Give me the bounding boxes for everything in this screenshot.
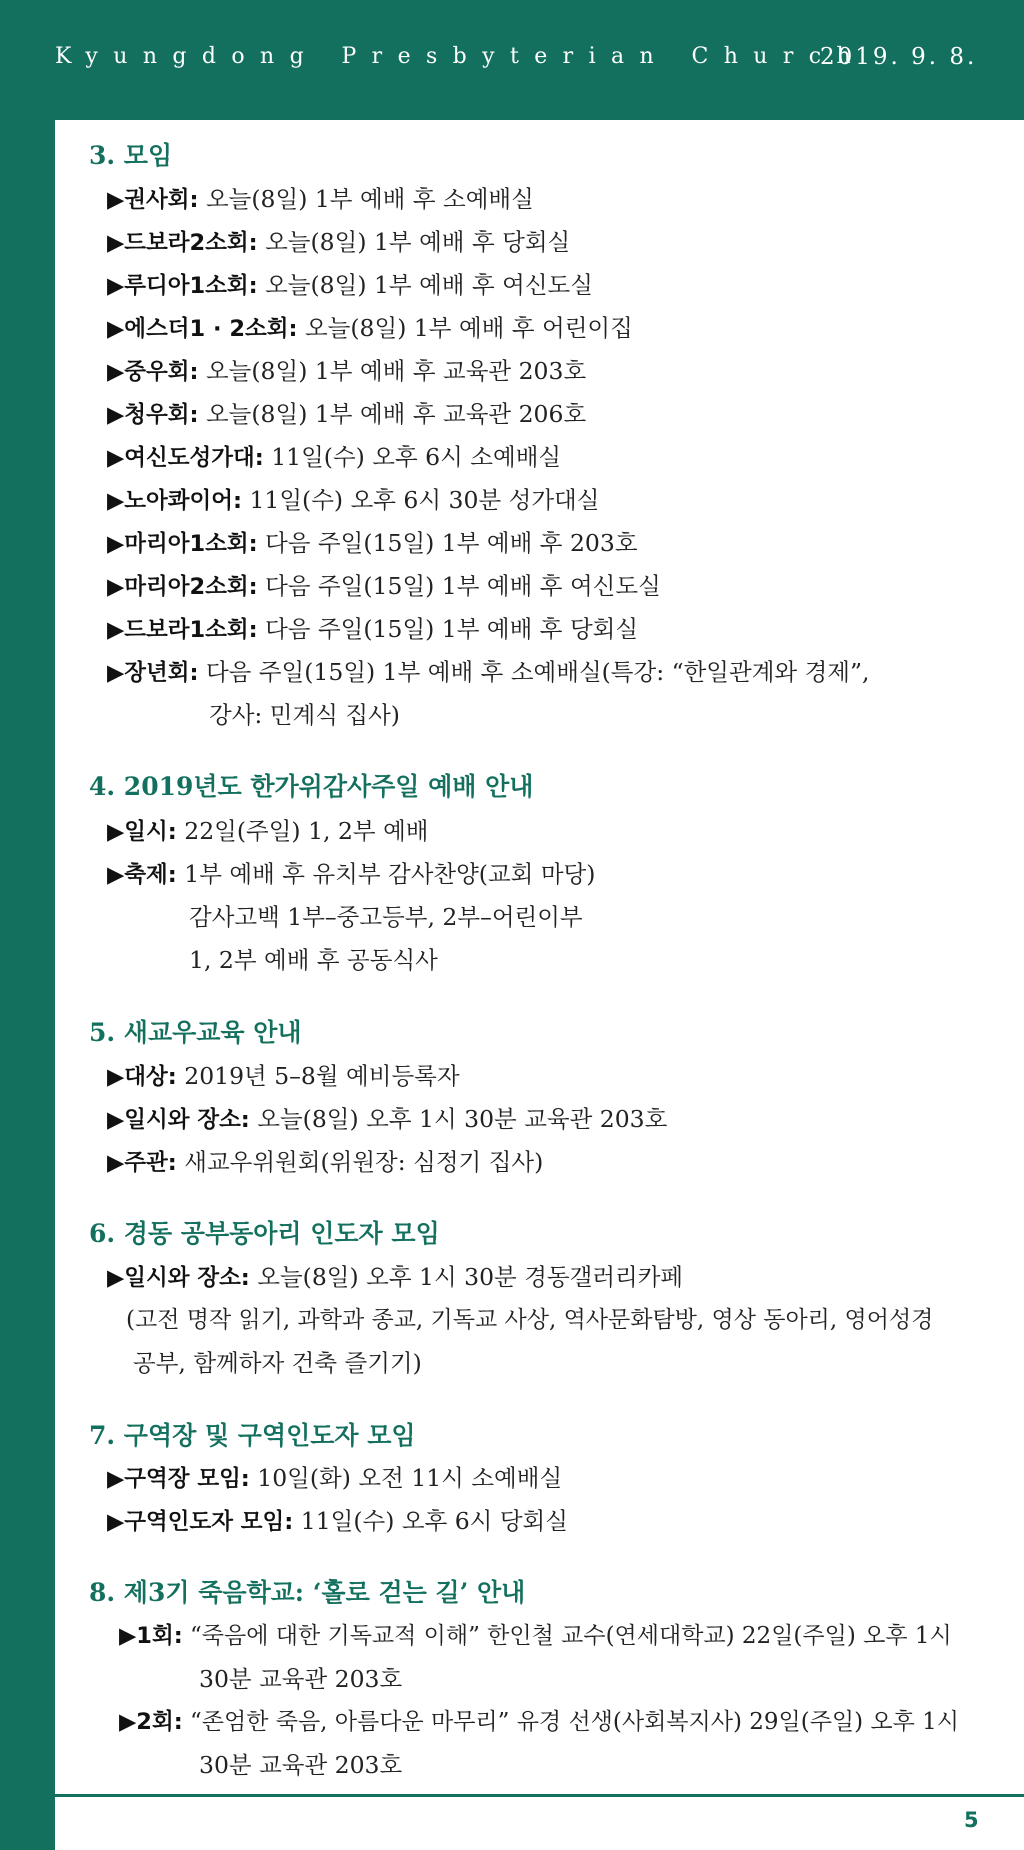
bulletin-content — [55, 120, 1024, 1794]
item-text: “죽음에 대한 기독교적 이해” 한인철 교수(연세대학교) 22일(주일) 오후 1시 — [182, 1623, 952, 1649]
list-item — [107, 439, 561, 476]
page-number: 5 — [964, 1808, 979, 1832]
list-item — [107, 525, 638, 562]
list-item — [107, 353, 586, 390]
list-item — [107, 568, 661, 605]
item-label: ▶마리아1소회: — [107, 531, 258, 557]
item-label: ▶드보라1소회: — [107, 617, 258, 643]
list-item — [107, 813, 428, 850]
item-text: 11일(수) 오후 6시 당회실 — [293, 1507, 568, 1535]
item-text: 오늘(8일) 오후 1시 30분 경동갤러리카페 — [249, 1263, 684, 1291]
list-item — [107, 224, 570, 261]
section-5-title: 5. 새교우교육 안내 — [89, 1018, 302, 1047]
church-name: Kyungdong Presbyterian Church — [55, 44, 867, 69]
item-label: ▶장년회: — [107, 660, 199, 686]
item-label: ▶에스더1 · 2소회: — [107, 316, 298, 342]
list-item — [107, 396, 586, 433]
item-label: ▶루디아1소회: — [107, 273, 258, 299]
item-continuation: 30분 교육관 203호 — [199, 1751, 403, 1779]
item-text: 다음 주일(15일) 1부 예배 후 소예배실(특강: “한일관계와 경제”, — [198, 658, 870, 686]
item-text: 오늘(8일) 1부 예배 후 교육관 206호 — [198, 400, 587, 428]
list-item — [107, 1460, 562, 1497]
item-label: ▶주관: — [107, 1150, 177, 1176]
item-label: ▶구역장 모임: — [107, 1466, 250, 1492]
item-label: ▶청우회: — [107, 402, 199, 428]
item-continuation: 강사: 민계식 집사) — [209, 701, 400, 729]
list-item — [107, 1058, 460, 1095]
list-item — [107, 1259, 683, 1296]
footer-divider — [55, 1794, 1024, 1797]
item-text: 오늘(8일) 1부 예배 후 교육관 203호 — [198, 357, 587, 385]
item-label: ▶중우회: — [107, 359, 199, 385]
item-label: ▶일시와 장소: — [107, 1265, 250, 1291]
section-8-title: 8. 제3기 죽음학교: ‘홀로 걷는 길’ 안내 — [89, 1578, 526, 1607]
item-text: 22일(주일) 1, 2부 예배 — [176, 817, 429, 845]
item-label: ▶마리아2소회: — [107, 574, 258, 600]
list-item — [107, 1101, 667, 1138]
item-text: 다음 주일(15일) 1부 예배 후 여신도실 — [257, 572, 661, 600]
list-item — [119, 1704, 959, 1740]
list-item — [107, 654, 869, 691]
item-label: ▶권사회: — [107, 187, 199, 213]
item-label: ▶축제: — [107, 862, 177, 888]
list-item — [107, 482, 599, 519]
item-text: 오늘(8일) 1부 예배 후 당회실 — [257, 228, 571, 256]
item-text: 1부 예배 후 유치부 감사찬양(교회 마당) — [176, 860, 596, 888]
item-label: ▶드보라2소회: — [107, 230, 258, 256]
item-text: 오늘(8일) 오후 1시 30분 교육관 203호 — [249, 1105, 668, 1133]
list-item — [107, 1144, 543, 1181]
note-line: 공부, 함께하자 건축 즐기기) — [133, 1349, 422, 1377]
note-line: (고전 명작 읽기, 과학과 종교, 기독교 사상, 역사문화탐방, 영상 동아리, 영어성경 — [126, 1307, 934, 1333]
list-item — [107, 856, 595, 893]
item-text: 11일(수) 오후 6시 30분 성가대실 — [241, 486, 600, 514]
list-item — [107, 267, 593, 304]
bulletin-date: 2019. 9. 8. — [820, 44, 978, 70]
section-6-title: 6. 경동 공부동아리 인도자 모임 — [89, 1219, 440, 1248]
item-text: 오늘(8일) 1부 예배 후 여신도실 — [257, 271, 593, 299]
item-text: 새교우위원회(위원장: 심정기 집사) — [176, 1148, 544, 1176]
section-7-title: 7. 구역장 및 구역인도자 모임 — [89, 1421, 416, 1450]
item-label: ▶일시: — [107, 819, 177, 845]
item-continuation: 감사고백 1부–중고등부, 2부–어린이부 — [189, 903, 583, 931]
item-text: 오늘(8일) 1부 예배 후 소예배실 — [198, 185, 534, 213]
section-4-title: 4. 2019년도 한가위감사주일 예배 안내 — [89, 772, 534, 801]
item-text: “존엄한 죽음, 아름다운 마무리” 유경 선생(사회복지사) 29일(주일) 오후 1시 — [182, 1709, 960, 1735]
item-label: ▶2회: — [119, 1709, 183, 1735]
item-label: ▶일시와 장소: — [107, 1107, 250, 1133]
list-item — [119, 1618, 952, 1654]
item-continuation: 1, 2부 예배 후 공동식사 — [189, 946, 438, 974]
list-item — [107, 611, 638, 648]
item-text: 2019년 5–8월 예비등록자 — [176, 1062, 460, 1090]
item-text: 오늘(8일) 1부 예배 후 어린이집 — [297, 314, 633, 342]
item-label: ▶대상: — [107, 1064, 177, 1090]
list-item — [107, 310, 633, 347]
list-item — [107, 1503, 568, 1540]
item-text: 다음 주일(15일) 1부 예배 후 203호 — [257, 529, 638, 557]
list-item — [107, 181, 534, 218]
left-margin-band — [0, 0, 55, 1850]
item-label: ▶여신도성가대: — [107, 445, 264, 471]
section-3-title: 3. 모임 — [89, 141, 173, 170]
item-label: ▶노아콰이어: — [107, 488, 242, 514]
item-continuation: 30분 교육관 203호 — [199, 1665, 403, 1693]
item-text: 다음 주일(15일) 1부 예배 후 당회실 — [257, 615, 639, 643]
item-text: 10일(화) 오전 11시 소예배실 — [249, 1464, 563, 1492]
item-label: ▶1회: — [119, 1623, 183, 1649]
item-label: ▶구역인도자 모임: — [107, 1509, 294, 1535]
item-text: 11일(수) 오후 6시 소예배실 — [263, 443, 562, 471]
